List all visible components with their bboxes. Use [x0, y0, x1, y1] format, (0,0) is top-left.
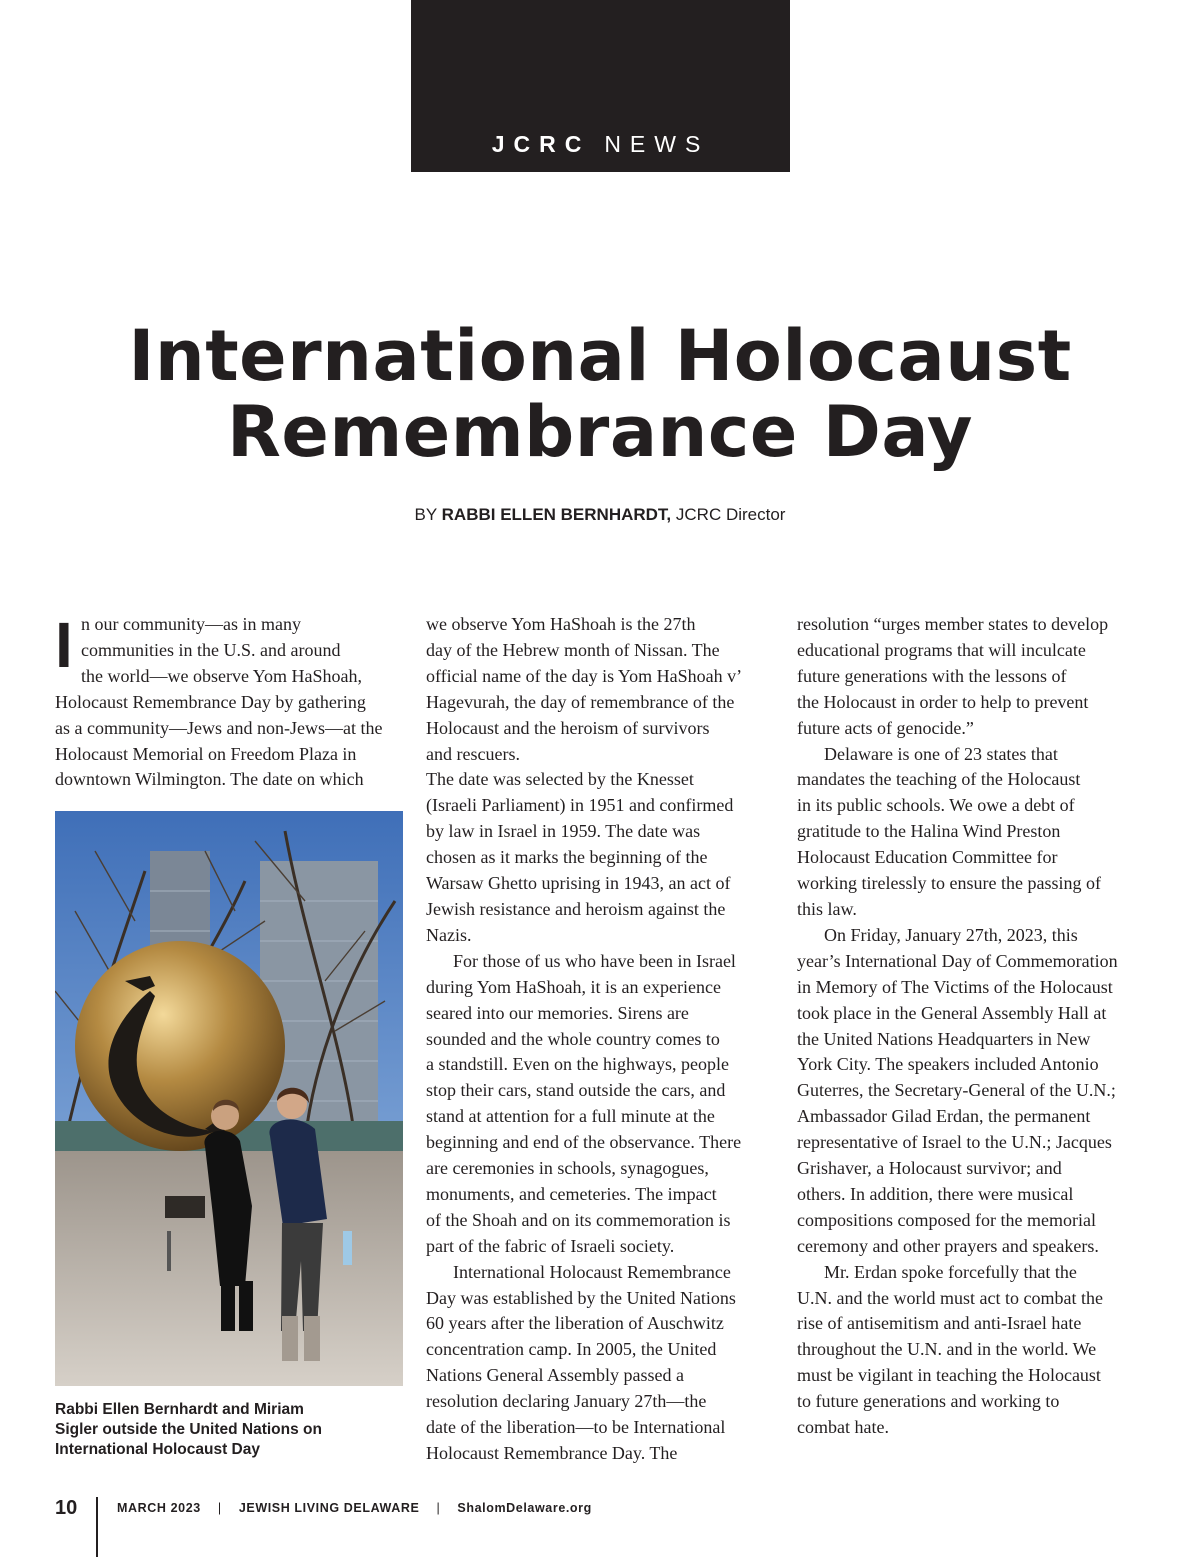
byline: [0, 505, 1200, 525]
text-line: the world—we observe Yom HaShoah,: [81, 665, 362, 686]
text-line: year’s International Day of Commemoration: [797, 950, 1118, 971]
page-footer: [55, 1497, 755, 1557]
byline-author: RABBI ELLEN BERNHARDT,: [441, 505, 672, 524]
section-label-bold: JCRC: [491, 131, 591, 157]
text-line: For those of us who have been in Israel: [453, 950, 736, 971]
text-line: International Holocaust Remembrance: [453, 1261, 731, 1282]
text-line: Holocaust and the heroism of survivors: [426, 717, 710, 738]
paragraph: [797, 1260, 1149, 1441]
caption-line: International Holocaust Day: [55, 1441, 260, 1458]
paragraph: [426, 1260, 778, 1467]
paragraph: [426, 612, 778, 767]
text-line: future acts of genocide.”: [797, 717, 974, 738]
text-line: and rescuers.: [426, 743, 520, 764]
text-line: seared into our memories. Sirens are: [426, 1002, 689, 1023]
footer-issue: MARCH 2023: [117, 1501, 201, 1515]
text-line: throughout the U.N. and in the world. We: [797, 1339, 1097, 1360]
text-line: the Holocaust in order to help to prevent: [797, 691, 1089, 712]
title-line-2: Remembrance Day: [226, 391, 974, 473]
article-photo: [55, 811, 403, 1386]
text-line: stand at attention for a full minute at the: [426, 1106, 715, 1127]
text-line: York City. The speakers included Antonio: [797, 1054, 1099, 1075]
drop-cap: I: [55, 609, 73, 681]
text-line: educational programs that will inculcate: [797, 639, 1086, 660]
text-line: future generations with the lessons of: [797, 665, 1067, 686]
text-line: downtown Wilmington. The date on which: [55, 769, 364, 790]
paragraph: [426, 949, 778, 1260]
footer-website-link[interactable]: ShalomDelaware.org: [457, 1501, 592, 1515]
text-line: On Friday, January 27th, 2023, this: [824, 924, 1078, 945]
text-line: Holocaust Memorial on Freedom Plaza in: [55, 743, 357, 764]
text-line: U.N. and the world must act to combat the: [797, 1287, 1103, 1308]
byline-prefix: BY: [414, 505, 437, 524]
text-line: Warsaw Ghetto uprising in 1943, an act of: [426, 873, 731, 894]
text-line: to future generations and working to: [797, 1391, 1060, 1412]
text-line: Delaware is one of 23 states that: [824, 743, 1058, 764]
paragraph: [55, 609, 405, 793]
text-line: Mr. Erdan spoke forcefully that the: [824, 1261, 1077, 1282]
text-line: resolution declaring January 27th—the: [426, 1391, 707, 1412]
text-line: mandates the teaching of the Holocaust: [797, 769, 1081, 790]
text-line: in its public schools. We owe a debt of: [797, 795, 1075, 816]
paragraph: [797, 742, 1149, 923]
text-line: of the Shoah and on its commemoration is: [426, 1209, 731, 1230]
footer-separator: |: [436, 1501, 441, 1515]
text-line: working tirelessly to ensure the passing of: [797, 873, 1101, 894]
text-line: representative of Israel to the U.N.; Jacques: [797, 1132, 1112, 1153]
footer-publication: JEWISH LIVING DELAWARE: [238, 1501, 420, 1515]
text-line: Holocaust Remembrance Day by gathering: [55, 691, 366, 712]
photo-caption: [55, 1400, 403, 1460]
text-line: others. In addition, there were musical: [797, 1183, 1074, 1204]
text-line: during Yom HaShoah, it is an experience: [426, 976, 721, 997]
text-line: Nazis.: [426, 924, 472, 945]
article-column-3: [797, 612, 1149, 1441]
footer-text: [117, 1501, 592, 1515]
text-line: took place in the General Assembly Hall at: [797, 1002, 1107, 1023]
text-line: monuments, and cemeteries. The impact: [426, 1183, 717, 1204]
title-line-1: International Holocaust: [128, 315, 1072, 397]
text-line: as a community—Jews and non-Jews—at the: [55, 717, 383, 738]
photo-illustration: [55, 811, 403, 1386]
text-line: resolution “urges member states to develop: [797, 614, 1109, 634]
caption-line: Sigler outside the United Nations on: [55, 1421, 322, 1438]
text-line: Day was established by the United Nations: [426, 1287, 736, 1308]
text-line: official name of the day is Yom HaShoah v’: [426, 665, 743, 686]
paragraph: [797, 923, 1149, 1260]
text-line: gratitude to the Halina Wind Preston: [797, 821, 1061, 842]
text-line: we observe Yom HaShoah is the 27th: [426, 614, 696, 634]
byline-role: JCRC Director: [675, 505, 786, 524]
text-line: must be vigilant in teaching the Holocaust: [797, 1365, 1101, 1386]
text-line: Nations General Assembly passed a: [426, 1365, 684, 1386]
text-line: compositions composed for the memorial: [797, 1209, 1096, 1230]
text-line: communities in the U.S. and around: [81, 639, 341, 660]
text-line: are ceremonies in schools, synagogues,: [426, 1158, 709, 1179]
page-number: 10: [55, 1497, 78, 1519]
text-line: ceremony and other prayers and speakers.: [797, 1235, 1099, 1256]
text-line: Grishaver, a Holocaust survivor; and: [797, 1158, 1062, 1179]
text-line: beginning and end of the observance. There: [426, 1132, 742, 1153]
text-line: combat hate.: [797, 1417, 889, 1438]
text-line: date of the liberation—to be International: [426, 1417, 726, 1438]
section-label-light: NEWS: [604, 131, 710, 157]
footer-divider: [96, 1497, 98, 1557]
section-banner: [411, 0, 790, 172]
text-line: concentration camp. In 2005, the United: [426, 1339, 717, 1360]
text-line: The date was selected by the Knesset: [426, 769, 694, 790]
article-column-2: [426, 612, 778, 1467]
text-line: by law in Israel in 1959. The date was: [426, 821, 701, 842]
footer-separator: |: [217, 1501, 222, 1515]
text-line: Holocaust Remembrance Day. The: [426, 1443, 678, 1463]
text-line: Jewish resistance and heroism against the: [426, 898, 726, 919]
text-line: n our community—as in many: [81, 614, 301, 634]
text-line: chosen as it marks the beginning of the: [426, 847, 708, 868]
text-line: a standstill. Even on the highways, people: [426, 1054, 729, 1075]
caption-line: Rabbi Ellen Bernhardt and Miriam: [55, 1401, 304, 1418]
text-line: Hagevurah, the day of remembrance of the: [426, 691, 735, 712]
text-line: the United Nations Headquarters in New: [797, 1028, 1091, 1049]
text-line: part of the fabric of Israeli society.: [426, 1235, 675, 1256]
text-line: this law.: [797, 898, 857, 919]
text-line: day of the Hebrew month of Nissan. The: [426, 639, 720, 660]
paragraph: [797, 612, 1149, 742]
text-line: (Israeli Parliament) in 1951 and confirmed: [426, 795, 734, 816]
text-line: rise of antisemitism and anti-Israel hate: [797, 1313, 1082, 1334]
text-line: Ambassador Gilad Erdan, the permanent: [797, 1106, 1091, 1127]
article-column-1: [55, 609, 405, 793]
text-line: 60 years after the liberation of Auschwitz: [426, 1313, 724, 1334]
text-line: Holocaust Education Committee for: [797, 847, 1058, 868]
text-line: stop their cars, stand outside the cars, and: [426, 1080, 726, 1101]
text-line: Guterres, the Secretary-General of the U.N.;: [797, 1080, 1116, 1101]
text-line: in Memory of The Victims of the Holocaust: [797, 976, 1113, 997]
page-title: [0, 315, 1200, 473]
text-line: sounded and the whole country comes to: [426, 1028, 720, 1049]
paragraph: [426, 767, 778, 948]
